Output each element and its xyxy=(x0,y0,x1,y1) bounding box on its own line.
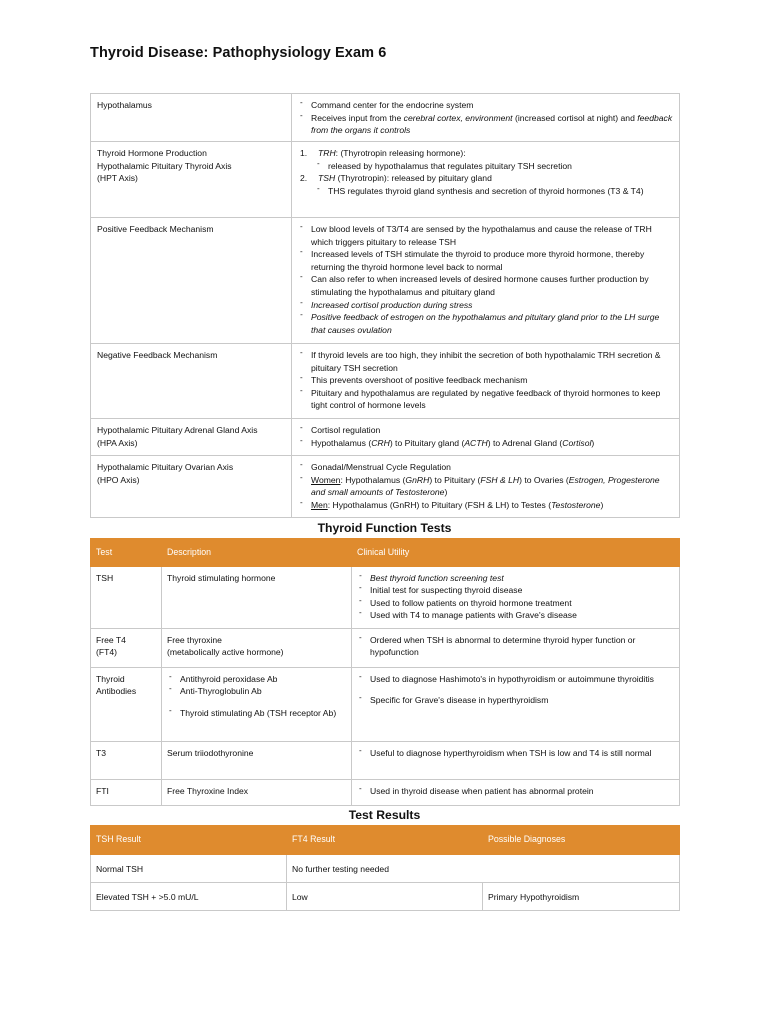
column-header: Possible Diagnoses xyxy=(483,826,680,855)
list-item: - Antithyroid peroxidase Ab xyxy=(167,673,346,686)
column-header: Description xyxy=(162,539,352,567)
row-content xyxy=(292,456,680,518)
test-utility xyxy=(352,566,680,628)
test-utility xyxy=(352,667,680,741)
list-item: - Cortisol regulation xyxy=(298,424,674,437)
list-item: - Pituitary and hypothalamus are regulated by negative feedback of thyroid hormones to keep tight control of hormone levels xyxy=(298,387,674,412)
test-name: T3 xyxy=(91,741,162,779)
row-content xyxy=(292,218,680,344)
table-header-row xyxy=(91,539,680,567)
table-row xyxy=(91,667,680,741)
table-row xyxy=(91,142,680,218)
tsh-result: Normal TSH xyxy=(91,855,287,883)
table-row xyxy=(91,855,680,883)
list-item: - Used to diagnose Hashimoto's in hypothyroidism or autoimmune thyroiditis xyxy=(357,673,674,686)
list-item: - Men: Hypothalamus (GnRH) to Pituitary (FSH & LH) to Testes (Testosterone) xyxy=(298,499,674,512)
column-header: FT4 Result xyxy=(287,826,483,855)
row-label: Positive Feedback Mechanism xyxy=(91,218,292,344)
table-row xyxy=(91,456,680,518)
list-item: - If thyroid levels are too high, they inhibit the secretion of both hypothalamic TRH secretion & pituitary TSH secretion xyxy=(298,349,674,374)
row-label: Negative Feedback Mechanism xyxy=(91,344,292,419)
list-item: - Receives input from the cerebral cortex, environment (increased cortisol at night) and feedback from the organs it controls xyxy=(298,112,674,137)
table-row xyxy=(91,628,680,667)
table-row xyxy=(91,779,680,805)
thyroid-function-tests-table xyxy=(90,538,680,806)
list-item: - Used to follow patients on thyroid hormone treatment xyxy=(357,597,674,610)
column-header: TSH Result xyxy=(91,826,287,855)
ft4-result: Low xyxy=(287,883,483,911)
table-row xyxy=(91,94,680,142)
list-item: - Low blood levels of T3/T4 are sensed by the hypothalamus and cause the release of TRH which triggers pituitary to release TSH xyxy=(298,223,674,248)
table-row xyxy=(91,566,680,628)
list-item: - This prevents overshoot of positive feedback mechanism xyxy=(298,374,674,387)
column-header: Clinical Utility xyxy=(352,539,680,567)
test-name: Free T4 (FT4) xyxy=(91,628,162,667)
section-title: Test Results xyxy=(348,808,421,822)
list-item: - released by hypothalamus that regulates pituitary TSH secretion xyxy=(315,160,674,173)
table-header-row xyxy=(91,826,680,855)
table-row xyxy=(91,741,680,779)
column-header: Test xyxy=(91,539,162,567)
test-description xyxy=(162,667,352,741)
table-row xyxy=(91,344,680,419)
list-item: - Useful to diagnose hyperthyroidism when TSH is low and T4 is still normal xyxy=(357,747,674,760)
document-title: Thyroid Disease: Pathophysiology Exam 6 xyxy=(90,45,387,61)
ft4-result: No further testing needed xyxy=(287,855,680,883)
list-item: - Used with T4 to manage patients with Grave's disease xyxy=(357,609,674,622)
row-content xyxy=(292,419,680,456)
list-item: - Command center for the endocrine system xyxy=(298,99,674,112)
list-item: - Used in thyroid disease when patient has abnormal protein xyxy=(357,785,674,798)
list-item: - Can also refer to when increased levels of desired hormone causes further production by stimulating the hypothalamus and pituitary gland xyxy=(298,273,674,298)
test-utility xyxy=(352,779,680,805)
test-results-table xyxy=(90,825,680,911)
test-name: TSH xyxy=(91,566,162,628)
row-label: Hypothalamic Pituitary Adrenal Gland Axis (HPA Axis) xyxy=(91,419,292,456)
list-item: - Initial test for suspecting thyroid disease xyxy=(357,584,674,597)
list-item: - THS regulates thyroid gland synthesis and secretion of thyroid hormones (T3 & T4) xyxy=(315,185,674,198)
test-description: Thyroid stimulating hormone xyxy=(162,566,352,628)
endocrine-axes-table xyxy=(90,93,680,518)
test-description: Free thyroxine (metabolically active hormone) xyxy=(162,628,352,667)
list-item: - Increased cortisol production during stress xyxy=(298,299,674,312)
numbered-item: 2. TSH (Thyrotropin): released by pituitary gland xyxy=(300,173,492,184)
test-name: Thyroid Antibodies xyxy=(91,667,162,741)
test-name: FTI xyxy=(91,779,162,805)
row-content xyxy=(292,142,680,218)
list-item: - Positive feedback of estrogen on the hypothalamus and pituitary gland prior to the LH surge that causes ovulation xyxy=(298,311,674,336)
test-utility xyxy=(352,741,680,779)
possible-diagnosis: Primary Hypothyroidism xyxy=(483,883,680,911)
row-content xyxy=(292,94,680,142)
list-item: - Best thyroid function screening test xyxy=(357,572,674,585)
list-item: - Women: Hypothalamus (GnRH) to Pituitary (FSH & LH) to Ovaries (Estrogen, Progesterone and small amounts of Testosterone) xyxy=(298,474,674,499)
test-utility xyxy=(352,628,680,667)
list-item: - Anti-Thyroglobulin Ab xyxy=(167,685,346,698)
list-item: - Increased levels of TSH stimulate the thyroid to produce more thyroid hormone, thereby returning the thyroid hormone level back to normal xyxy=(298,248,674,273)
table-row xyxy=(91,419,680,456)
row-label: Hypothalamic Pituitary Ovarian Axis (HPO Axis) xyxy=(91,456,292,518)
row-label: Thyroid Hormone Production Hypothalamic Pituitary Thyroid Axis (HPT Axis) xyxy=(91,142,292,218)
list-item: - Specific for Grave's disease in hyperthyroidism xyxy=(357,694,674,707)
section-title: Thyroid Function Tests xyxy=(317,521,452,535)
list-item: - Ordered when TSH is abnormal to determine thyroid hyper function or hypofunction xyxy=(357,634,674,659)
table-row xyxy=(91,218,680,344)
list-item: - Hypothalamus (CRH) to Pituitary gland (ACTH) to Adrenal Gland (Cortisol) xyxy=(298,437,674,450)
row-content xyxy=(292,344,680,419)
row-label: Hypothalamus xyxy=(91,94,292,142)
test-description: Serum triiodothyronine xyxy=(162,741,352,779)
test-description: Free Thyroxine Index xyxy=(162,779,352,805)
list-item: - Gonadal/Menstrual Cycle Regulation xyxy=(298,461,674,474)
table-row xyxy=(91,883,680,911)
list-item: - Thyroid stimulating Ab (TSH receptor Ab) xyxy=(167,707,346,720)
tsh-result: Elevated TSH + >5.0 mU/L xyxy=(91,883,287,911)
numbered-item: 1. TRH: (Thyrotropin releasing hormone): xyxy=(300,148,466,158)
